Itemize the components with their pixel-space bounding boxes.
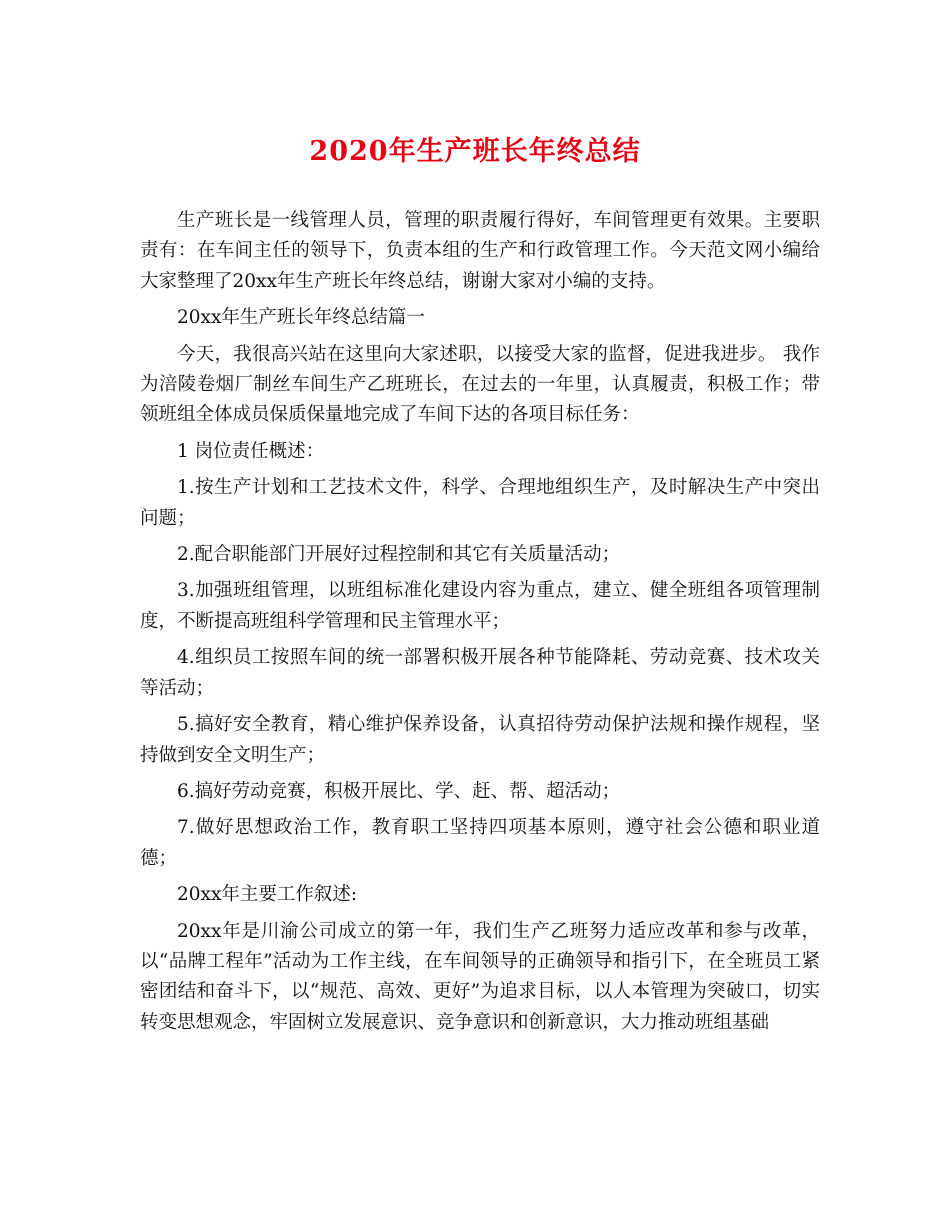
document-title: 2020年生产班长年终总结 xyxy=(309,136,641,167)
section-heading: 20xx年生产班长年终总结篇一 xyxy=(177,307,425,329)
duty-item-6: 6.搞好劳动竞赛，积极开展比、学、赶、帮、超活动； xyxy=(177,780,621,802)
duty-overview-heading: 1 岗位责任概述： xyxy=(177,440,325,462)
intro-paragraph: 生产班长是一线管理人员，管理的职责履行得好，车间管理更有效果。主要职责有：在车间主任的领导下，负责本组的生产和行政管理工作。今天范文网小编给大家整理了20xx年生产班长年终总结，谢谢大家对小编的支持。 xyxy=(140,210,820,292)
opening-paragraph: 今天，我很高兴站在这里向大家述职，以接受大家的监督，促进我进步。 我作为涪陵卷烟厂制丝车间生产乙班班长，在过去的一年里，认真履责，积极工作；带领班组全体成员保质保量地完成了车间下达的各项目标任务： xyxy=(140,343,820,426)
work-summary-heading: 20xx年主要工作叙述: xyxy=(177,884,358,906)
duty-item-1: 1.按生产计划和工艺技术文件，科学、合理地组织生产，及时解决生产中突出问题； xyxy=(140,477,820,529)
duty-item-7: 7.做好思想政治工作，教育职工坚持四项基本原则，遵守社会公德和职业道德； xyxy=(140,817,820,869)
work-summary-paragraph: 20xx年是川渝公司成立的第一年，我们生产乙班努力适应改革和参与改革，以“品牌工程年”活动为工作主线，在车间领导的正确领导和指引下，在全班员工紧密团结和奋斗下，以“规范、高效、更好”为追求目标，以人本管理为突破口，切实转变思想观念，牢固树立发展意识、竞争意识和创新意识，大力推动班组基础 xyxy=(140,920,820,1033)
duty-item-5: 5.搞好安全教育，精心维护保养设备，认真招待劳动保护法规和操作规程，坚持做到安全文明生产； xyxy=(140,714,820,766)
duty-item-4: 4.组织员工按照车间的统一部署积极开展各种节能降耗、劳动竞赛、技术攻关等活动； xyxy=(140,647,820,699)
duty-item-2: 2.配合职能部门开展好过程控制和其它有关质量活动； xyxy=(177,544,621,566)
document-body xyxy=(140,206,820,1038)
duty-item-3: 3.加强班组管理，以班组标准化建设内容为重点，建立、健全班组各项管理制度，不断提高班组科学管理和民主管理水平； xyxy=(140,580,820,632)
